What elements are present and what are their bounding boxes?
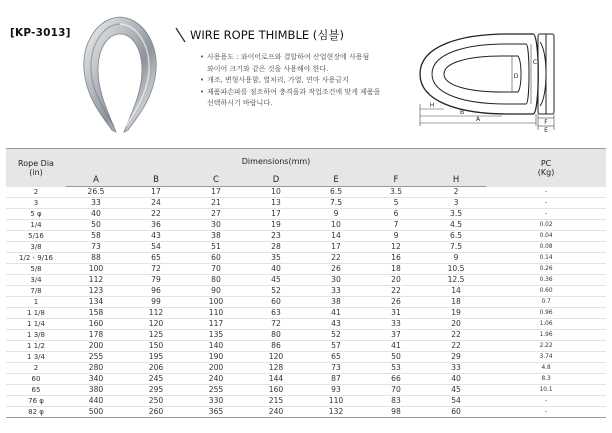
column-header: F — [366, 175, 426, 187]
dimension-cell: 6.5 — [306, 187, 366, 198]
note-line: 선택하시기 바랍니다. — [207, 99, 273, 108]
table-row — [6, 209, 606, 220]
rope-dia-cell: 65 — [6, 385, 66, 396]
dimension-cell: 35 — [246, 253, 306, 264]
rope-dia-cell: 3/8 — [6, 242, 66, 253]
dimension-cell: 200 — [66, 341, 126, 352]
pc-header-line1: PC — [540, 158, 552, 168]
weight-cell: 0.60 — [486, 286, 606, 297]
table-row — [6, 374, 606, 385]
dimension-cell: 22 — [426, 341, 486, 352]
dimension-cell: 38 — [186, 231, 246, 242]
weight-cell: 0.36 — [486, 275, 606, 286]
dimension-cell: 43 — [126, 231, 186, 242]
rope-dia-cell: 1/4 — [6, 220, 66, 231]
dimension-cell: 245 — [126, 374, 186, 385]
dimension-cell: 53 — [366, 363, 426, 374]
dimension-cell: 54 — [126, 242, 186, 253]
dimension-cell: 255 — [66, 352, 126, 363]
dimension-cell: 128 — [246, 363, 306, 374]
weight-cell: 2.22 — [486, 341, 606, 352]
dimension-cell: 280 — [66, 363, 126, 374]
dimension-cell: 20 — [426, 319, 486, 330]
dimension-cell: 440 — [66, 396, 126, 407]
dimension-cell: 160 — [66, 319, 126, 330]
dimension-cell: 200 — [186, 363, 246, 374]
dimension-cell: 120 — [126, 319, 186, 330]
dimension-cell: 22 — [126, 209, 186, 220]
dimension-cell: 40 — [66, 209, 126, 220]
dimension-cell: 240 — [246, 407, 306, 418]
dimension-cell: 63 — [246, 308, 306, 319]
dim-label-f: F — [544, 119, 548, 126]
dimension-cell: 70 — [186, 264, 246, 275]
dimension-cell: 60 — [426, 407, 486, 418]
dimension-cell: 31 — [366, 308, 426, 319]
dimension-cell: 7.5 — [426, 242, 486, 253]
weight-cell: - — [486, 198, 606, 209]
weight-cell: 0.08 — [486, 242, 606, 253]
dimension-cell: 40 — [426, 374, 486, 385]
table-row — [6, 319, 606, 330]
dimension-cell: 66 — [366, 374, 426, 385]
dimension-cell: 87 — [306, 374, 366, 385]
dimension-cell: 12 — [366, 242, 426, 253]
page-title: WIRE ROPE THIMBLE (심블) — [190, 28, 344, 42]
weight-cell: 4.8 — [486, 363, 606, 374]
rope-dia-cell: 60 — [6, 374, 66, 385]
rope-dia-cell: 1/2 - 9/16 — [6, 253, 66, 264]
dimension-cell: 99 — [126, 297, 186, 308]
dimension-cell: 65 — [126, 253, 186, 264]
table-row — [6, 385, 606, 396]
dimension-cell: 7.5 — [306, 198, 366, 209]
rope-dia-cell: 2 — [6, 363, 66, 374]
column-header: B — [126, 175, 186, 187]
dimension-cell: 72 — [126, 264, 186, 275]
dimension-cell: 9 — [306, 209, 366, 220]
dimension-cell: 295 — [126, 385, 186, 396]
dimension-cell: 110 — [186, 308, 246, 319]
dimension-cell: 16 — [366, 253, 426, 264]
dimension-cell: 17 — [186, 187, 246, 198]
dimension-cell: 26.5 — [66, 187, 126, 198]
dimension-cell: 17 — [126, 187, 186, 198]
dimension-cell: 73 — [306, 363, 366, 374]
rope-dia-header-line2: (in) — [29, 167, 43, 177]
dimension-cell: 60 — [186, 253, 246, 264]
dimension-cell: 45 — [426, 385, 486, 396]
dimension-cell: 260 — [126, 407, 186, 418]
weight-cell: - — [486, 209, 606, 220]
dimension-cell: 3 — [426, 198, 486, 209]
weight-cell: - — [486, 396, 606, 407]
note-line: 와이어 크기와 같은 것을 사용해야 한다. — [207, 64, 329, 73]
weight-cell: - — [486, 407, 606, 418]
dimension-cell: 500 — [66, 407, 126, 418]
dimension-cell: 50 — [66, 220, 126, 231]
column-header: C — [186, 175, 246, 187]
dimension-cell: 365 — [186, 407, 246, 418]
weight-cell: 10.1 — [486, 385, 606, 396]
dimension-cell: 340 — [66, 374, 126, 385]
dimension-cell: 10 — [306, 220, 366, 231]
dimension-cell: 10.5 — [426, 264, 486, 275]
weight-cell: 1.96 — [486, 330, 606, 341]
dim-label-d: D — [513, 73, 519, 80]
dimension-cell: 380 — [66, 385, 126, 396]
dim-label-c: C — [532, 59, 538, 66]
note-item — [200, 87, 405, 110]
product-code: [KP-3013] — [10, 27, 71, 39]
note-line: • 개조, 변형사용함, 열처리, 가열, 연마 사용금지 — [207, 76, 349, 85]
note-line: • 사용용도 : 와이어로프와 결합하여 산업현장에 사용됨 — [207, 53, 370, 61]
dimension-cell: 33 — [306, 286, 366, 297]
dimension-cell: 18 — [426, 297, 486, 308]
dimension-cell: 123 — [66, 286, 126, 297]
usage-notes — [200, 52, 405, 110]
rope-dia-cell: 7/8 — [6, 286, 66, 297]
dimension-cell: 65 — [306, 352, 366, 363]
dimension-cell: 43 — [306, 319, 366, 330]
dimension-cell: 112 — [66, 275, 126, 286]
dimension-cell: 24 — [126, 198, 186, 209]
dimension-cell: 73 — [66, 242, 126, 253]
column-header: D — [246, 175, 306, 187]
dimension-cell: 20 — [366, 275, 426, 286]
weight-cell: 0.96 — [486, 308, 606, 319]
dimension-cell: 206 — [126, 363, 186, 374]
dimension-cell: 240 — [186, 374, 246, 385]
dimension-cell: 54 — [426, 396, 486, 407]
weight-cell: 0.04 — [486, 231, 606, 242]
rope-dia-cell: 1 3/4 — [6, 352, 66, 363]
weight-cell: 0.14 — [486, 253, 606, 264]
dimension-cell: 33 — [426, 363, 486, 374]
dimension-cell: 19 — [426, 308, 486, 319]
dimension-cell: 88 — [66, 253, 126, 264]
table-row — [6, 363, 606, 374]
dimension-cell: 6 — [366, 209, 426, 220]
weight-cell: 3.74 — [486, 352, 606, 363]
dimension-cell: 4.5 — [426, 220, 486, 231]
note-item — [200, 75, 405, 87]
rope-dia-cell: 5 φ — [6, 209, 66, 220]
dimensions-table — [6, 148, 606, 418]
weight-cell: 1.06 — [486, 319, 606, 330]
dimension-cell: 33 — [66, 198, 126, 209]
dimension-cell: 80 — [246, 330, 306, 341]
table-row — [6, 264, 606, 275]
dimension-cell: 22 — [306, 253, 366, 264]
dimension-cell: 83 — [366, 396, 426, 407]
rope-dia-cell: 2 — [6, 187, 66, 198]
dimension-cell: 22 — [426, 330, 486, 341]
column-header: H — [426, 175, 486, 187]
rope-dia-cell: 82 φ — [6, 407, 66, 418]
dimension-cell: 79 — [126, 275, 186, 286]
dimension-cell: 160 — [246, 385, 306, 396]
dimension-cell: 9 — [366, 231, 426, 242]
dimension-cell: 50 — [366, 352, 426, 363]
dim-label-h: H — [429, 102, 435, 109]
dimension-cell: 22 — [366, 286, 426, 297]
dimension-cell: 27 — [186, 209, 246, 220]
dimension-cell: 150 — [126, 341, 186, 352]
dimension-cell: 2 — [426, 187, 486, 198]
pc-header-line2: (Kg) — [537, 167, 555, 177]
note-line: • 제품파손파를 점조하여 충격을과 작업조건에 맞게 제품을 — [207, 87, 381, 96]
dimension-cell: 26 — [306, 264, 366, 275]
dimension-cell: 45 — [246, 275, 306, 286]
dimension-cell: 96 — [126, 286, 186, 297]
dimension-cell: 195 — [126, 352, 186, 363]
table-row — [6, 198, 606, 209]
dimension-cell: 17 — [306, 242, 366, 253]
dimension-cell: 178 — [66, 330, 126, 341]
dimension-cell: 93 — [306, 385, 366, 396]
dimension-cell: 52 — [306, 330, 366, 341]
rope-dia-header — [6, 149, 66, 187]
title-slash-icon — [175, 27, 187, 43]
dimension-cell: 135 — [186, 330, 246, 341]
rope-dia-cell: 1 — [6, 297, 66, 308]
dim-label-a: A — [475, 116, 481, 123]
dimension-cell: 98 — [366, 407, 426, 418]
technical-drawing — [398, 12, 608, 140]
dimension-cell: 9 — [426, 253, 486, 264]
rope-dia-header-line1: Rope Dia — [18, 158, 54, 168]
table-row — [6, 297, 606, 308]
dimension-cell: 26 — [366, 297, 426, 308]
dimension-cell: 72 — [246, 319, 306, 330]
rope-dia-cell: 76 φ — [6, 396, 66, 407]
note-item — [200, 52, 405, 75]
dimension-cell: 10 — [246, 187, 306, 198]
table-row — [6, 187, 606, 198]
dimension-cell: 30 — [186, 220, 246, 231]
dimension-cell: 250 — [126, 396, 186, 407]
dimension-cell: 28 — [246, 242, 306, 253]
column-header: E — [306, 175, 366, 187]
dimension-cell: 38 — [306, 297, 366, 308]
dimension-cell: 110 — [306, 396, 366, 407]
dimension-cell: 140 — [186, 341, 246, 352]
dimension-cell: 86 — [246, 341, 306, 352]
dimension-cell: 255 — [186, 385, 246, 396]
table-row — [6, 407, 606, 418]
dimension-cell: 37 — [366, 330, 426, 341]
dimension-cell: 117 — [186, 319, 246, 330]
dimension-cell: 5 — [366, 198, 426, 209]
dimension-cell: 36 — [126, 220, 186, 231]
dimension-cell: 144 — [246, 374, 306, 385]
dimension-cell: 18 — [366, 264, 426, 275]
dimension-cell: 132 — [306, 407, 366, 418]
table-row — [6, 220, 606, 231]
dimension-cell: 80 — [186, 275, 246, 286]
dimension-cell: 90 — [186, 286, 246, 297]
dimension-cell: 57 — [306, 341, 366, 352]
table-row — [6, 330, 606, 341]
weight-cell: - — [486, 187, 606, 198]
dimension-cell: 52 — [246, 286, 306, 297]
dimension-cell: 100 — [186, 297, 246, 308]
dimension-cell: 14 — [426, 286, 486, 297]
table-row — [6, 242, 606, 253]
table-row — [6, 352, 606, 363]
dimension-cell: 58 — [66, 231, 126, 242]
dimension-cell: 29 — [426, 352, 486, 363]
table-row — [6, 275, 606, 286]
rope-dia-cell: 1 1/8 — [6, 308, 66, 319]
dimension-cell: 120 — [246, 352, 306, 363]
dimension-cell: 134 — [66, 297, 126, 308]
rope-dia-cell: 3/4 — [6, 275, 66, 286]
dimension-cell: 30 — [306, 275, 366, 286]
dim-label-e: E — [544, 127, 548, 134]
table-row — [6, 286, 606, 297]
weight-cell: 8.3 — [486, 374, 606, 385]
dimension-cell: 40 — [246, 264, 306, 275]
pc-header — [486, 149, 606, 187]
dimensions-header: Dimensions(mm) — [66, 149, 486, 175]
dimension-cell: 158 — [66, 308, 126, 319]
dimension-cell: 14 — [306, 231, 366, 242]
dimension-cell: 3.5 — [426, 209, 486, 220]
dimension-cell: 12.5 — [426, 275, 486, 286]
rope-dia-cell: 1 3/8 — [6, 330, 66, 341]
rope-dia-cell: 1 1/2 — [6, 341, 66, 352]
rope-dia-cell: 1 1/4 — [6, 319, 66, 330]
dimension-cell: 100 — [66, 264, 126, 275]
dimension-cell: 3.5 — [366, 187, 426, 198]
dimension-cell: 13 — [246, 198, 306, 209]
dim-label-b: B — [459, 109, 465, 116]
dimensions-table-wrap — [6, 148, 606, 418]
table-row — [6, 253, 606, 264]
rope-dia-cell: 3 — [6, 198, 66, 209]
column-header: A — [66, 175, 126, 187]
dimension-cell: 19 — [246, 220, 306, 231]
dimension-cell: 125 — [126, 330, 186, 341]
weight-cell: 0.02 — [486, 220, 606, 231]
dimension-cell: 112 — [126, 308, 186, 319]
dimension-cell: 41 — [366, 341, 426, 352]
dimension-cell: 17 — [246, 209, 306, 220]
dimension-cell: 33 — [366, 319, 426, 330]
dimension-cell: 21 — [186, 198, 246, 209]
table-row — [6, 308, 606, 319]
dimension-cell: 23 — [246, 231, 306, 242]
dimension-cell: 6.5 — [426, 231, 486, 242]
weight-cell: 0.26 — [486, 264, 606, 275]
dimension-cell: 190 — [186, 352, 246, 363]
table-row — [6, 396, 606, 407]
table-row — [6, 341, 606, 352]
dimension-cell: 7 — [366, 220, 426, 231]
dimension-cell: 330 — [186, 396, 246, 407]
rope-dia-cell: 5/16 — [6, 231, 66, 242]
dimension-cell: 215 — [246, 396, 306, 407]
dimension-cell: 51 — [186, 242, 246, 253]
table-row — [6, 231, 606, 242]
weight-cell: 0.7 — [486, 297, 606, 308]
table-body — [6, 187, 606, 418]
dimension-cell: 41 — [306, 308, 366, 319]
thimble-photo — [80, 12, 160, 134]
rope-dia-cell: 5/8 — [6, 264, 66, 275]
dimension-cell: 60 — [246, 297, 306, 308]
dimension-cell: 70 — [366, 385, 426, 396]
